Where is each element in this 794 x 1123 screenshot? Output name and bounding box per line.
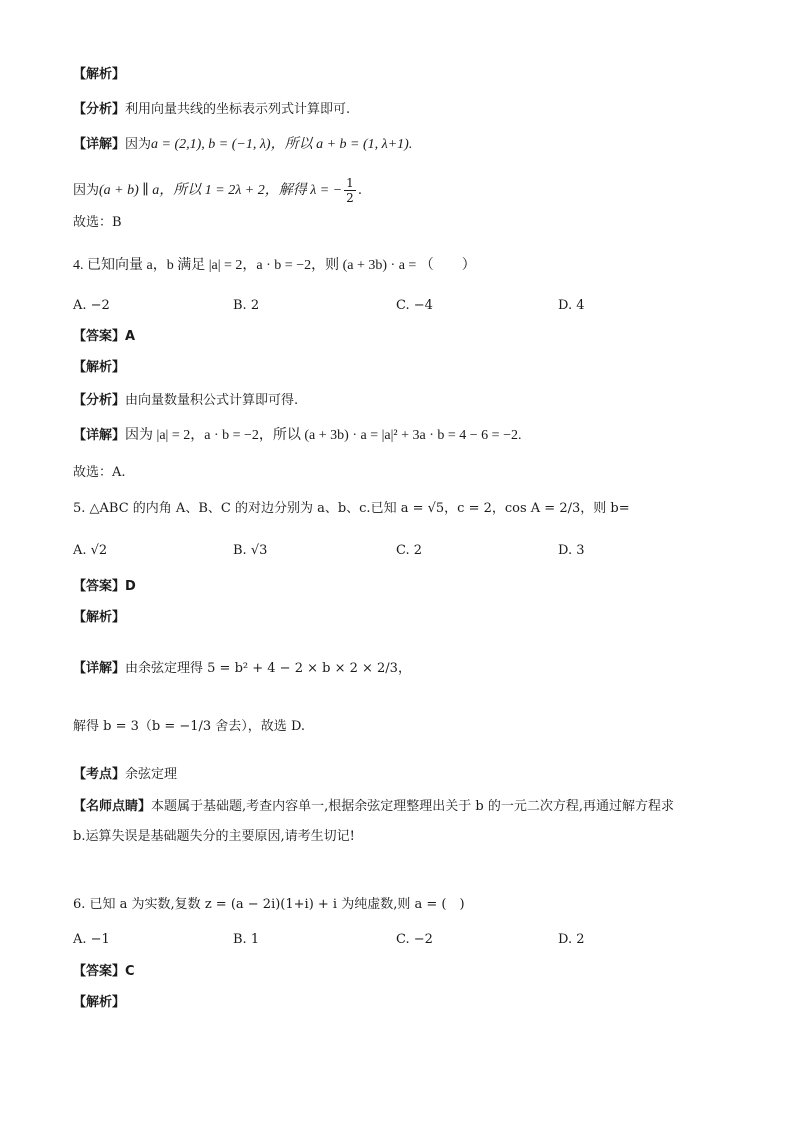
detail-expr: a = (2,1), b = (−1, λ)，所以 a + b = (1, λ+1). <box>151 137 413 152</box>
q4-answer: 【答案】A <box>73 329 136 344</box>
q4-detail-tag: 【详解】 <box>73 428 126 443</box>
q5-mingshi-line <box>73 798 674 816</box>
q6-answer: 【答案】C <box>73 964 135 979</box>
conclusion-b: 故选：B <box>73 215 122 230</box>
q5-mingshi-text-1: 本题属于基础题,考查内容单一,根据余弦定理整理出关于 b 的一元二次方程,再通过解方程求 <box>151 799 674 814</box>
q4-fenxi-tag: 【分析】 <box>73 393 126 408</box>
q4-option-d: D. 4 <box>558 298 585 313</box>
lambda-frac-num: 1 <box>346 176 354 190</box>
fenxi-tag: 【分析】 <box>73 102 126 117</box>
q6-option-b: B. 1 <box>233 932 260 947</box>
q4-fenxi-line <box>73 392 298 410</box>
detail-prefix: 因为 <box>125 137 152 152</box>
q5-solve-line: 解得 b = 3（b = −1/3 舍去），故选 D. <box>73 719 306 734</box>
q5-option-a: A. √2 <box>73 543 108 558</box>
q4-detail-expr: 因为 |a| = 2，a · b = −2，所以 (a + 3b) · a = |a|² + 3a · b = 4 − 6 = −2. <box>125 428 522 443</box>
analysis-heading: 【解析】 <box>73 67 126 82</box>
collinear-expr: (a + b) ∥ a，所以 1 = 2λ + 2，解得 λ = − <box>99 183 343 198</box>
q5-kaodian-tag: 【考点】 <box>73 767 126 782</box>
q4-stem-text: 4. 已知向量 a，b 满足 |a| = 2，a · b = −2，则 (a + 3b) · a = （ ） <box>73 258 476 273</box>
q5-detail-tag: 【详解】 <box>73 661 126 676</box>
fenxi-text: 利用向量共线的坐标表示列式计算即可. <box>125 102 351 117</box>
q4-option-a: A. −2 <box>73 298 110 313</box>
q4-fenxi-text: 由向量数量积公式计算即可得. <box>125 393 299 408</box>
fenxi-line <box>73 101 350 119</box>
q4-stem <box>73 257 476 275</box>
q5-answer: 【答案】D <box>73 579 136 594</box>
q4-option-b: B. 2 <box>233 298 260 313</box>
q5-option-c: C. 2 <box>396 543 423 558</box>
q5-detail-expr: 由余弦定理得 5 = b² + 4 − 2 × b × 2 × 2/3， <box>125 661 411 676</box>
q5-detail-line <box>73 660 411 678</box>
detail-tag: 【详解】 <box>73 137 126 152</box>
q6-option-a: A. −1 <box>73 932 110 947</box>
q6-stem: 6. 已知 a 为实数,复数 z = (a − 2i)(1+i) + i 为纯虚数,则 a = ( ) <box>73 897 465 912</box>
q5-analysis-heading: 【解析】 <box>73 610 126 625</box>
q6-option-d: D. 2 <box>558 932 585 947</box>
q6-option-c: C. −2 <box>396 932 433 947</box>
q5-option-d: D. 3 <box>558 543 585 558</box>
q5-option-b: B. √3 <box>233 543 268 558</box>
collinear-line <box>73 176 362 205</box>
q5-mingshi-tag: 【名师点睛】 <box>73 799 152 814</box>
detail-line <box>73 136 412 154</box>
period: . <box>357 183 362 198</box>
q4-analysis-heading: 【解析】 <box>73 360 126 375</box>
q5-mingshi-line-2: b.运算失误是基础题失分的主要原因,请考生切记! <box>73 829 355 844</box>
lambda-fraction <box>344 176 356 205</box>
q4-conclusion: 故选：A. <box>73 465 126 480</box>
collinear-prefix: 因为 <box>73 183 100 198</box>
q5-kaodian-line <box>73 766 177 784</box>
q4-option-c: C. −4 <box>396 298 433 313</box>
q6-analysis-heading: 【解析】 <box>73 995 126 1010</box>
q5-kaodian-text: 余弦定理 <box>125 767 178 782</box>
q5-stem: 5. △ABC 的内角 A、B、C 的对边分别为 a、b、c.已知 a = √5，c = 2，cos A = 2/3，则 b= <box>73 501 630 516</box>
lambda-frac-den: 2 <box>346 191 354 205</box>
q4-detail-line <box>73 427 521 445</box>
